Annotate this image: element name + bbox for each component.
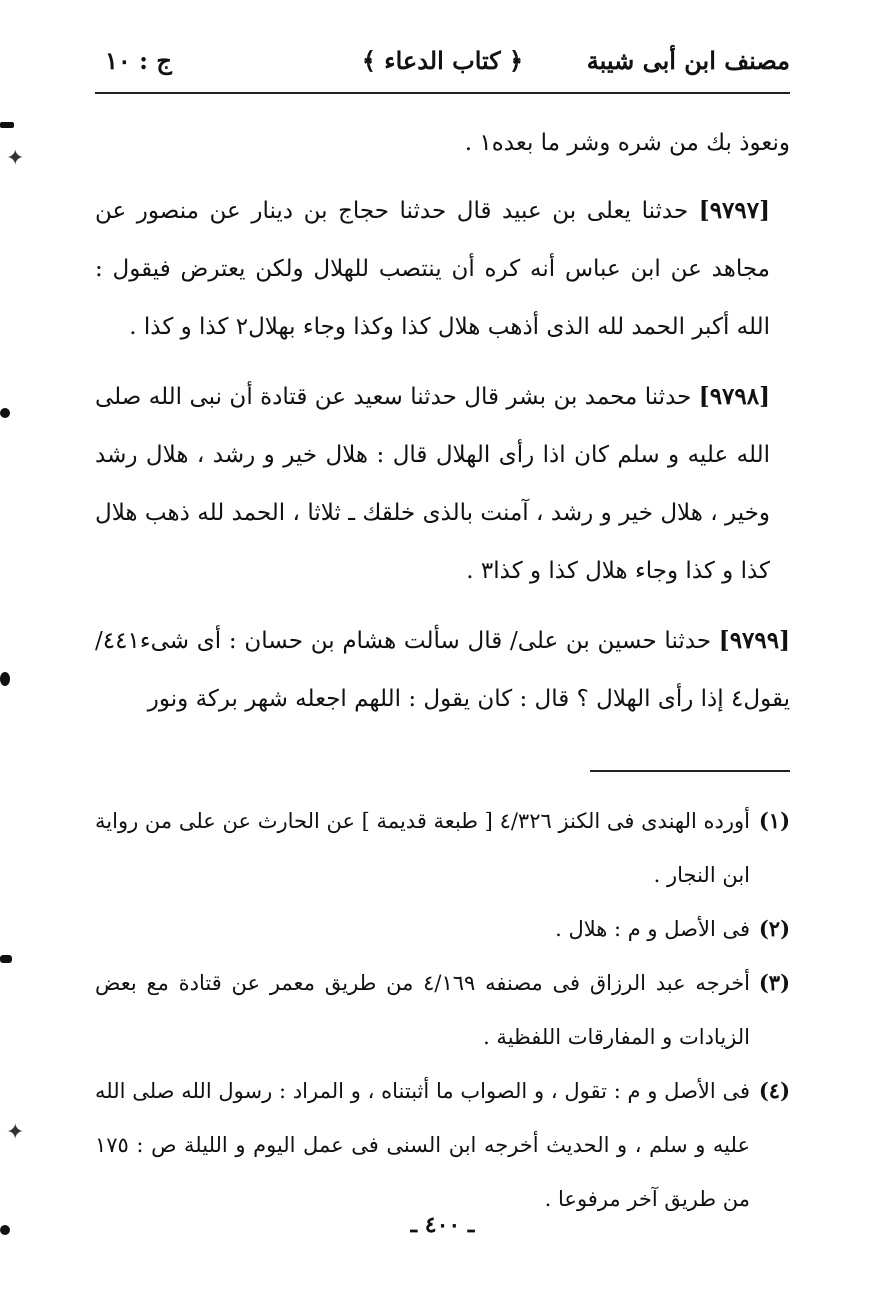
- footnotes: [95, 794, 790, 1226]
- chapter-title: ﴿ كتاب الدعاء ﴾: [361, 46, 524, 75]
- running-header: [95, 46, 790, 90]
- binding-mark: [0, 408, 10, 418]
- binding-mark: [0, 955, 12, 963]
- footnote-text: فى الأصل و م : هلال .: [555, 917, 750, 941]
- hadith-text: حدثنا محمد بن بشر قال حدثنا سعيد عن قتادة أن نبى الله صلى الله عليه و سلم كان اذا رأى الهلال قال : هلال خير و رشد ، هلال رشد وخير ، هلال خير و رشد ، آمنت بالذى خلقك ـ ثلاثا ، الحمد لله ذهب هلال كذا و كذا وجاء هلال كذا و كذا٣ .: [95, 384, 770, 584]
- footnote-text: أورده الهندى فى الكنز ٤/٣٢٦ [ طبعة قديمة ] عن الحارث عن على من رواية ابن النجار .: [95, 809, 750, 887]
- hadith-number: [٩٧٩٧]: [698, 197, 770, 224]
- book-title: مصنف ابن أبى شيبة: [586, 46, 790, 75]
- header-rule: [95, 92, 790, 94]
- footnote-rule: [590, 770, 790, 772]
- binding-mark: [0, 1225, 10, 1235]
- hadith-9797: [95, 182, 790, 356]
- binding-mark: [0, 672, 10, 686]
- star-mark-icon: ✦: [6, 1120, 25, 1145]
- paragraph-continuation: ونعوذ بك من شره وشر ما بعده١ .: [464, 130, 790, 156]
- volume-number: ج : ١٠: [105, 46, 172, 75]
- hadith-9799: [95, 612, 790, 728]
- star-mark-icon: ✦: [6, 146, 25, 171]
- footnote: [95, 902, 790, 956]
- hadith-text: حدثنا حسين بن على/ قال سألت هشام بن حسان : أى شىء يقول٤ إذا رأى الهلال ؟ قال : كان يقول : اللهم اجعله شهر بركة ونور: [139, 628, 790, 712]
- footnote: [95, 1064, 790, 1226]
- footnote: [95, 794, 790, 902]
- footnote-number: (١): [758, 808, 790, 833]
- footnote: [95, 956, 790, 1064]
- manuscript-folio-ref: ٤٤١/: [95, 628, 140, 654]
- footnote-number: (٤): [758, 1078, 790, 1103]
- footnote-number: (٢): [758, 916, 790, 941]
- page-number: ـ ٤٠٠ ـ: [410, 1212, 475, 1238]
- footnote-text: أخرجه عبد الرزاق فى مصنفه ٤/١٦٩ من طريق معمر عن قتادة مع بعض الزيادات و المفارقات اللفظية .: [95, 971, 751, 1049]
- book-page: [95, 0, 790, 1314]
- hadith-text: حدثنا يعلى بن عبيد قال حدثنا حجاج بن دينار عن منصور عن مجاهد عن ابن عباس أنه كره أن ينتصب للهلال ولكن يعترض فيقول : الله أكبر الحمد لله الذى أذهب هلال كذا وكذا وجاء بهلال٢ كذا و كذا .: [95, 198, 770, 340]
- hadith-number: [٩٧٩٩]: [718, 627, 790, 654]
- main-text: [95, 114, 790, 740]
- hadith-number: [٩٧٩٨]: [698, 383, 770, 410]
- hadith-9798: [95, 368, 790, 600]
- footnote-number: (٣): [758, 970, 790, 995]
- binding-mark: [0, 122, 14, 128]
- footnote-text: فى الأصل و م : تقول ، و الصواب ما أثبتناه ، و المراد : رسول الله صلى الله عليه و سلم ، و الحديث أخرجه ابن السنى فى عمل اليوم و الليلة ص : ١٧٥ من طريق آخر مرفوعا .: [95, 1079, 750, 1211]
